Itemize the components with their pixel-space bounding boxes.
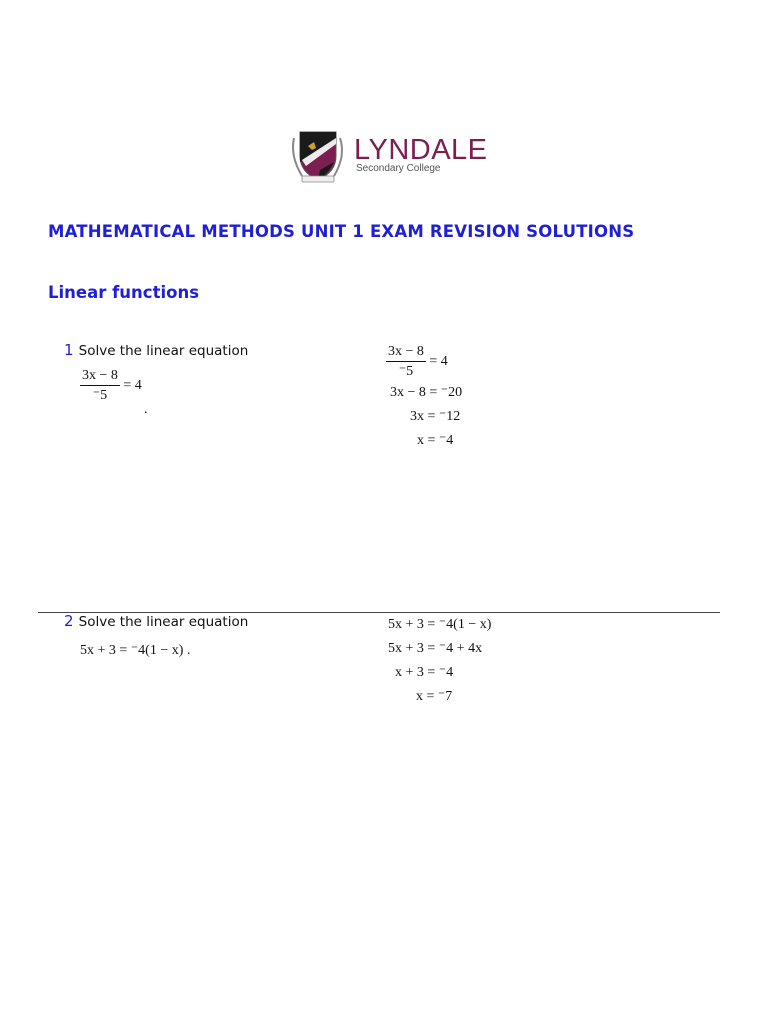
q1-solution-step-4: x = ⁻4	[417, 433, 454, 448]
fraction-denominator: ⁻5	[398, 364, 414, 379]
question-1-header	[64, 340, 248, 359]
question-number: 2	[64, 612, 74, 630]
question-2-header	[64, 611, 248, 630]
q1-solution-step-1	[386, 344, 448, 380]
logo-subtitle: Secondary College	[356, 163, 441, 174]
section-heading: Linear functions	[48, 283, 200, 302]
question-prompt: Solve the linear equation	[78, 614, 249, 630]
school-logo	[288, 126, 488, 186]
q1-solution-step-2: 3x − 8 = ⁻20	[390, 385, 463, 400]
q2-solution-step-2: 5x + 3 = ⁻4 + 4x	[388, 641, 483, 656]
question-prompt: Solve the linear equation	[78, 343, 249, 359]
q2-solution-step-3: x + 3 = ⁻4	[395, 665, 454, 680]
document-title: MATHEMATICAL METHODS UNIT 1 EXAM REVISION SOLUTIONS	[48, 222, 635, 241]
fraction	[80, 368, 120, 404]
fraction-denominator: ⁻5	[92, 388, 108, 403]
crest-icon	[288, 126, 352, 186]
equation-rhs: = 4	[123, 378, 142, 394]
equation-rhs: = 4	[429, 354, 448, 370]
equation-trailing-period: .	[144, 402, 148, 417]
fraction	[386, 344, 426, 380]
q2-solution-step-1: 5x + 3 = ⁻4(1 − x)	[388, 617, 492, 632]
question-1-equation	[80, 368, 142, 404]
question-2-equation: 5x + 3 = ⁻4(1 − x) .	[80, 643, 191, 658]
q1-solution-step-3: 3x = ⁻12	[410, 409, 461, 424]
fraction-numerator: 3x − 8	[386, 344, 426, 362]
fraction-numerator: 3x − 8	[80, 368, 120, 386]
q2-solution-step-4: x = ⁻7	[416, 689, 453, 704]
question-number: 1	[64, 341, 74, 359]
logo-wordmark: LYNDALE	[354, 134, 488, 166]
